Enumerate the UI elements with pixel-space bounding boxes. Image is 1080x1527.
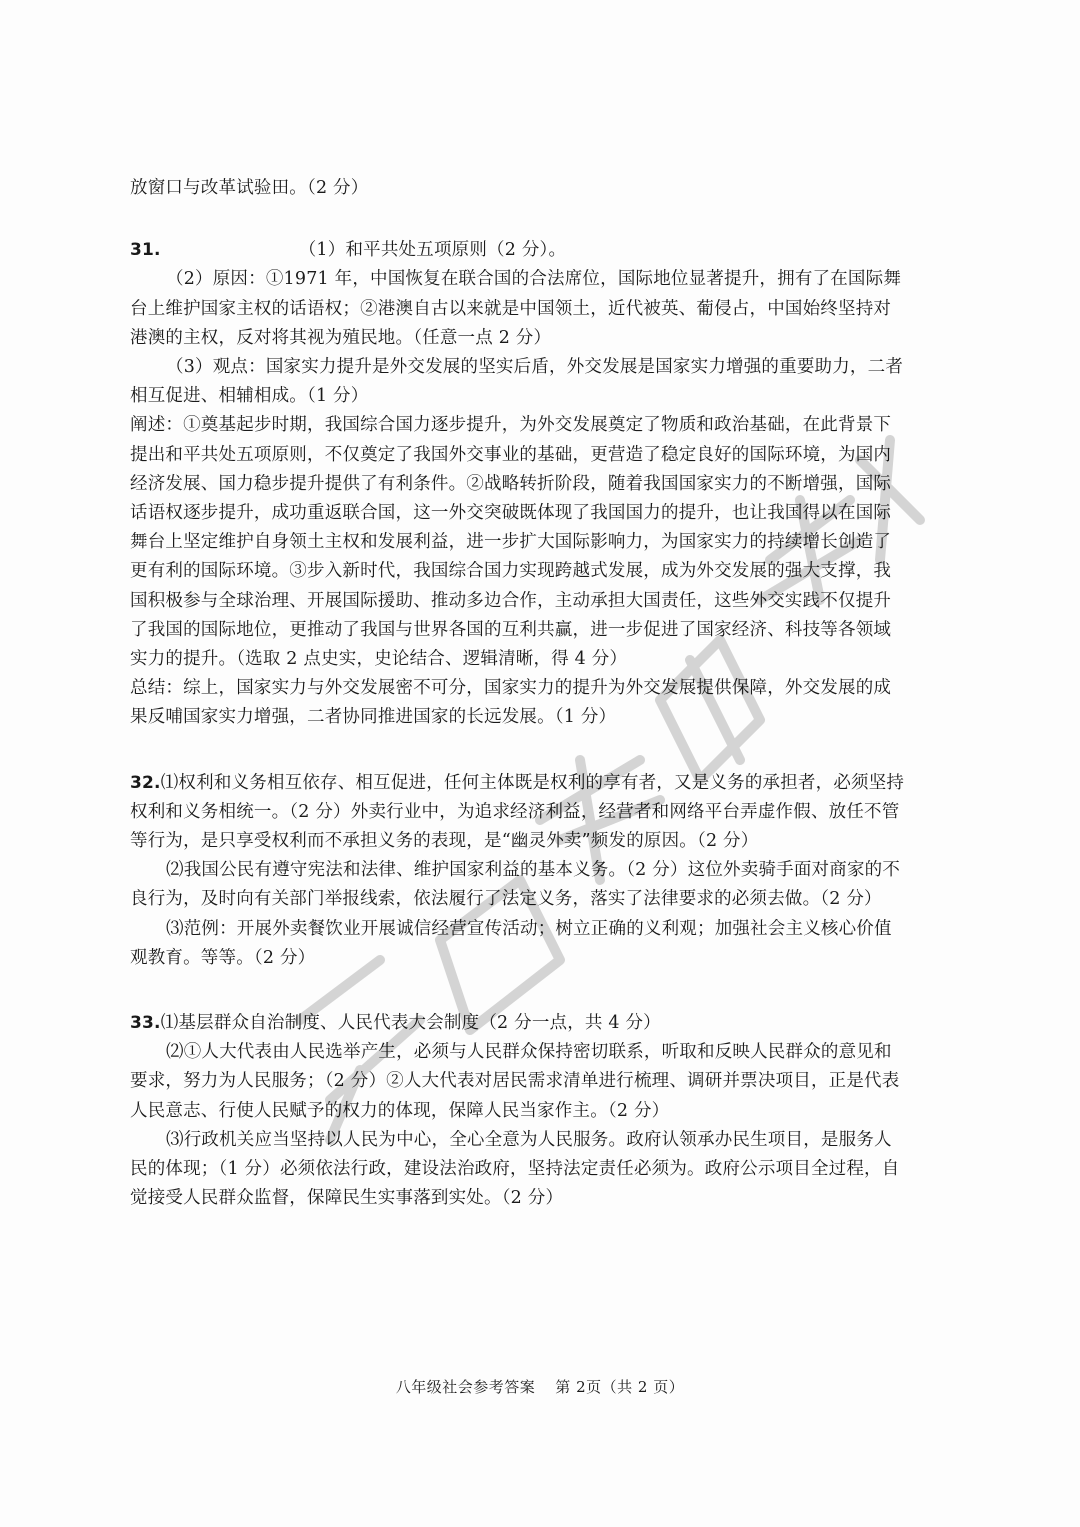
q31-line: 舞台上坚定维护自身领土主权和发展利益，进一步扩大国际影响力，为国家实力的持续增长创造了 (130, 532, 892, 553)
q32-number: 32. (130, 772, 161, 793)
q33-number: 33. (130, 1013, 161, 1034)
q31-line: 果反哺国家实力增强，二者协同推进国家的长远发展。（1 分） (130, 707, 617, 728)
q33-line: ⑵①人大代表由人民选举产生，必须与人民群众保持密切联系，听取和反映人民群众的意见和 (166, 1042, 892, 1063)
footer-title: 八年级社会参考答案 (395, 1378, 536, 1396)
q31-line: 更有利的国际环境。③步入新时代，我国综合国力实现跨越式发展，成为外交发展的强大支撑，我 (130, 561, 892, 582)
page-footer (0, 1376, 1080, 1397)
q33-line: 觉接受人民群众监督，保障民生实事落到实处。（2 分） (130, 1188, 564, 1209)
footer-page-number: 第 2页（共 2 页） (555, 1378, 685, 1396)
q32-line: ⑶范例：开展外卖餐饮业开展诚信经营宣传活动；树立正确的义利观；加强社会主义核心价值 (166, 918, 892, 939)
q31-line: 了我国的国际地位，更推动了我国与世界各国的互利共赢，进一步促进了国家经济、科技等各领域 (130, 619, 892, 640)
q31-line: 相互促进、相辅相成。（1 分） (130, 386, 369, 407)
q31-line: 提出和平共处五项原则，不仅奠定了我国外交事业的基础，更营造了稳定良好的国际环境，为国内 (130, 444, 892, 465)
q33-line: 人民意志、行使人民赋予的权力的体现，保障人民当家作主。（2 分） (130, 1100, 670, 1121)
q31-line: 总结：综上，国家实力与外交发展密不可分，国家实力的提升为外交发展提供保障，外交发展的成 (130, 678, 892, 699)
q31-line: 国积极参与全球治理、开展国际援助、推动多边合作，主动承担大国责任，这些外交实践不仅提升 (130, 590, 892, 611)
q32-line: 权利和义务相统一。（2 分）外卖行业中，为追求经济利益，经营者和网络平台弄虚作假、放任不管 (130, 801, 900, 822)
q32-line: 良行为，及时向有关部门举报线索，依法履行了法定义务，落实了法律要求的必须去做。（2 分） (130, 889, 882, 910)
q32-line: ⑵我国公民有遵守宪法和法律、维护国家利益的基本义务。（2 分）这位外卖骑手面对商家的不 (166, 860, 901, 881)
q31-line: （3）观点：国家实力提升是外交发展的坚实后盾，外交发展是国家实力增强的重要助力，二者 (166, 357, 904, 378)
q33-line: 民的体现；（1 分）必须依法行政，建设法治政府，坚持法定责任必须为。政府公示项目全过程，自 (130, 1159, 900, 1180)
q31-line: 台上维护国家主权的话语权；②港澳自古以来就是中国领土，近代被英、葡侵占，中国始终坚持对 (130, 298, 892, 319)
q31-part1: （1）和平共处五项原则（2 分）。 (298, 240, 567, 261)
q32-header (130, 769, 952, 798)
q31-line: （2）原因：①1971 年，中国恢复在联合国的合法席位，国际地位显著提升，拥有了在国际舞 (166, 269, 902, 290)
q31-number: 31. (130, 240, 161, 261)
answer-content (130, 174, 952, 1214)
q33-line: ⑶行政机关应当坚持以人民为中心，全心全意为人民服务。政府认领承办民生项目，是服务人 (166, 1129, 892, 1150)
q31-line: 阐述：①奠基起步时期，我国综合国力逐步提升，为外交发展奠定了物质和政治基础，在此背景下 (130, 415, 892, 436)
q33-header (130, 1009, 952, 1038)
q31-line: 话语权逐步提升，成功重返联合国，这一外交突破既体现了我国国力的提升，也让我国得以在国际 (130, 503, 892, 524)
q32-first: ⑴权利和义务相互依存、相互促进，任何主体既是权利的享有者，又是义务的承担者，必须坚持 (160, 772, 905, 793)
q31-line: 实力的提升。（选取 2 点史实，史论结合、逻辑清晰，得 4 分） (130, 649, 628, 670)
intro-line: 放窗口与改革试验田。（2 分） (130, 178, 369, 198)
q31-header (130, 236, 952, 265)
q32-line: 观教育。等等。（2 分） (130, 947, 316, 968)
q33-line: 要求，努力为人民服务；（2 分）②人大代表对居民需求清单进行梳理、调研并票决项目，正是代表 (130, 1071, 900, 1092)
q31-line: 港澳的主权，反对将其视为殖民地。（任意一点 2 分） (130, 327, 552, 348)
q32-line: 等行为，是只享受权利而不承担义务的表现，是“幽灵外卖”频发的原因。（2 分） (130, 831, 759, 852)
q31-line: 经济发展、国力稳步提升提供了有利条件。②战略转折阶段，随着我国国家实力的不断增强，国际 (130, 473, 892, 494)
q33-first: ⑴基层群众自治制度、人民代表大会制度（2 分一点，共 4 分） (160, 1013, 661, 1034)
